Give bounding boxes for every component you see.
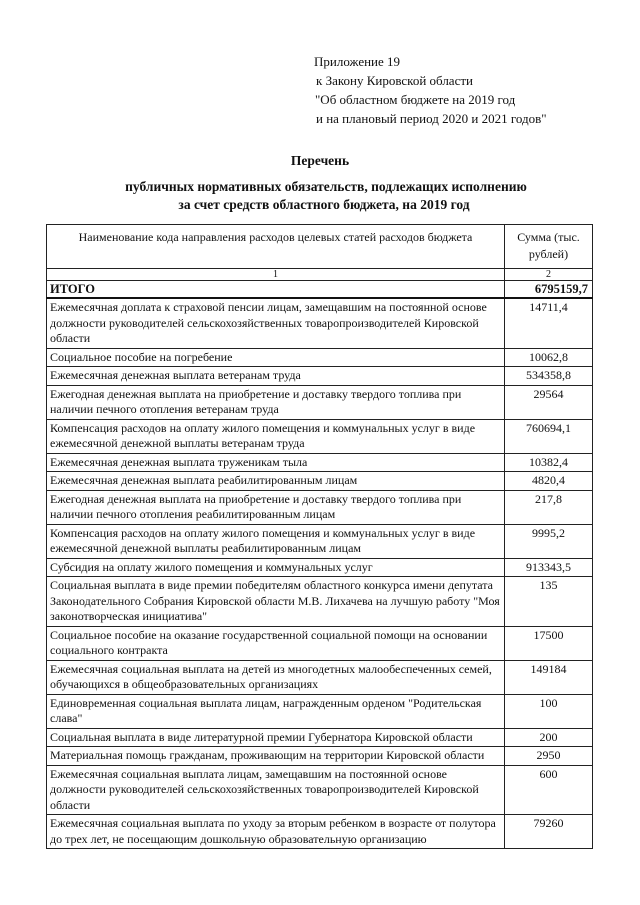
expense-name: Ежемесячная социальная выплата лицам, замещавшим на постоянной основе должности руководителей сельскохозяйственных товаропроизводителей Кировской области [47,765,505,815]
expense-name: Социальное пособие на погребение [47,348,505,367]
table-row [47,419,593,453]
expense-amount: 10062,8 [505,348,593,367]
expense-amount: 135 [505,577,593,627]
obligations-table [46,224,593,849]
expense-amount: 4820,4 [505,472,593,491]
appendix-line-2: к Закону Кировской области [316,73,473,88]
expense-name: Единовременная социальная выплата лицам, награжденным орденом "Родительская слава" [47,694,505,728]
expense-name: Ежемесячная социальная выплата по уходу за вторым ребенком в возрасте от полутора до трех лет, не посещающим дошкольную образовательную организацию [47,815,505,849]
expense-amount: 14711,4 [505,298,593,348]
expense-name: Ежемесячная денежная выплата труженикам тыла [47,453,505,472]
expense-amount: 217,8 [505,490,593,524]
expense-name: Материальная помощь гражданам, проживающим на территории Кировской области [47,747,505,766]
expense-amount: 200 [505,728,593,747]
table-row [47,660,593,694]
expense-amount: 9995,2 [505,524,593,558]
expense-amount: 17500 [505,626,593,660]
document-title: Перечень [290,153,350,168]
expense-name: Компенсация расходов на оплату жилого помещения и коммунальных услуг в виде ежемесячной денежной выплаты ветеранам труда [47,419,505,453]
table-row [47,694,593,728]
expense-amount: 29564 [505,385,593,419]
appendix-header [314,52,547,128]
expense-name: Ежемесячная доплата к страховой пенсии лицам, замещавшим на постоянной основе должности руководителей сельскохозяйственных товаропроизводителей Кировской области [47,298,505,348]
expense-name: Социальное пособие на оказание государственной социальной помощи на основании социального контракта [47,626,505,660]
table-row [47,577,593,627]
expense-amount: 149184 [505,660,593,694]
expense-name: Социальная выплата в виде премии победителям областного конкурса имени депутата Законодательного Собрания Кировской области М.В. Лихачева на лучшую работу "Моя законотворческая инициатива" [47,577,505,627]
appendix-line-4: и на плановый период 2020 и 2021 годов" [316,111,547,126]
expense-amount: 760694,1 [505,419,593,453]
expense-amount: 10382,4 [505,453,593,472]
expense-amount: 100 [505,694,593,728]
total-value: 6795159,7 [505,281,593,299]
appendix-line-3: "Об областном бюджете на 2019 год [315,92,516,107]
table-row [47,367,593,386]
table-row [47,626,593,660]
header-sum: Сумма (тыс. рублей) [505,225,593,269]
column-number-1: 1 [47,269,505,281]
expense-name: Ежемесячная социальная выплата на детей из многодетных малообеспеченных семей, обучающихся в общеобразовательных организациях [47,660,505,694]
table-row [47,765,593,815]
table-row [47,747,593,766]
table-row [47,385,593,419]
expense-name: Ежегодная денежная выплата на приобретение и доставку твердого топлива при наличии печного отопления ветеранам труда [47,385,505,419]
table-row [47,490,593,524]
column-number-row [47,269,593,281]
expense-name: Социальная выплата в виде литературной премии Губернатора Кировской области [47,728,505,747]
document-subtitle-line-2: за счет средств областного бюджета, на 2019 год [178,197,470,212]
expense-amount: 600 [505,765,593,815]
table-row [47,728,593,747]
table-row [47,298,593,348]
table-row [47,815,593,849]
expense-amount: 913343,5 [505,558,593,577]
expense-amount: 79260 [505,815,593,849]
table-header-row [47,225,593,269]
expense-amount: 534358,8 [505,367,593,386]
expense-name: Компенсация расходов на оплату жилого помещения и коммунальных услуг в виде ежемесячной денежной выплаты реабилитированным лицам [47,524,505,558]
expense-name: Субсидия на оплату жилого помещения и коммунальных услуг [47,558,505,577]
header-name: Наименование кода направления расходов целевых статей расходов бюджета [47,225,505,269]
table-row [47,472,593,491]
total-label: ИТОГО [47,281,505,299]
expense-name: Ежемесячная денежная выплата ветеранам труда [47,367,505,386]
document-subtitle-line-1: публичных нормативных обязательств, подлежащих исполнению [125,179,527,194]
expense-name: Ежемесячная денежная выплата реабилитированным лицам [47,472,505,491]
expense-name: Ежегодная денежная выплата на приобретение и доставку твердого топлива при наличии печного отопления реабилитированным лицам [47,490,505,524]
table-row [47,524,593,558]
table-row [47,453,593,472]
expense-amount: 2950 [505,747,593,766]
column-number-2: 2 [505,269,593,281]
total-row [47,281,593,299]
appendix-line-1: Приложение 19 [314,54,401,69]
table-row [47,348,593,367]
table-row [47,558,593,577]
